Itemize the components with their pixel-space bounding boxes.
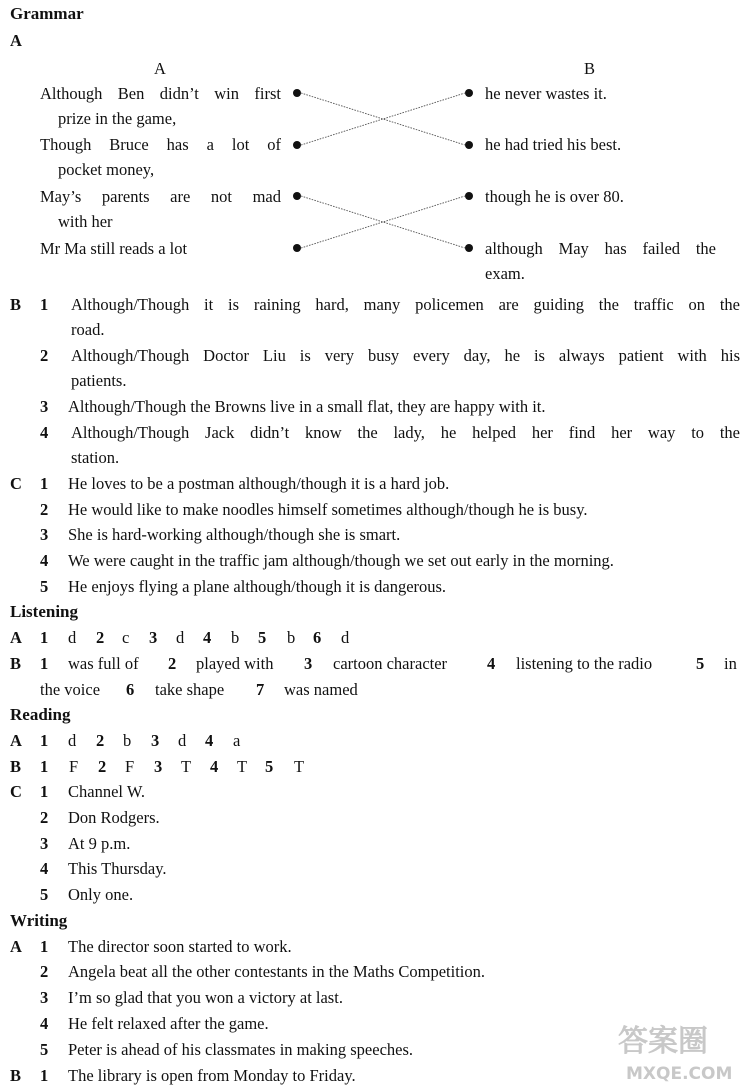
answer-value: b	[287, 628, 296, 647]
answer-line: At 9 p.m.	[68, 834, 131, 853]
answer-line: Peter is ahead of his classmates in making speeches.	[68, 1040, 414, 1059]
answer-number: 4	[203, 628, 212, 647]
item-number: 5	[40, 1040, 49, 1059]
answer-number: 4	[210, 757, 219, 776]
answer-number: 2	[98, 757, 107, 776]
answer-number: 7	[256, 680, 265, 699]
listening-a-label: A	[10, 628, 22, 647]
answer-line: Only one.	[68, 885, 134, 904]
answer-value: was named	[284, 680, 358, 699]
answer-value: in	[724, 654, 737, 673]
writing-a-label: A	[10, 937, 22, 956]
answer-number: 3	[154, 757, 163, 776]
sentence-line: He would like to make noodles himself sometimes although/though he is busy.	[68, 500, 588, 519]
answer-value: d	[341, 628, 350, 647]
answer-value: d	[178, 731, 187, 750]
reading-b-label: B	[10, 757, 22, 776]
answer-line: Angela beat all the other contestants in the Maths Competition.	[68, 962, 485, 981]
answer-line: The library is open from Monday to Friday.	[68, 1066, 356, 1085]
item-number: 4	[40, 551, 49, 570]
item-number: 2	[40, 346, 49, 365]
answer-number: 6	[313, 628, 322, 647]
answer-value: T	[294, 757, 305, 776]
answer-number: 2	[168, 654, 177, 673]
item-number: 3	[40, 525, 49, 544]
answer-number: 3	[151, 731, 160, 750]
match-left-item: May’s parents are not mad	[40, 187, 281, 206]
answer-line: The director soon started to work.	[68, 937, 292, 956]
answer-value: d	[68, 628, 77, 647]
sentence-line: He loves to be a postman although/though it is a hard job.	[68, 474, 450, 493]
answer-value: T	[181, 757, 192, 776]
item-number: 1	[40, 295, 49, 314]
answer-value: listening to the radio	[516, 654, 653, 673]
item-number: 2	[40, 808, 49, 827]
answer-number: 1	[40, 654, 49, 673]
answer-value: cartoon character	[333, 654, 448, 673]
answer-number: 2	[96, 628, 105, 647]
answer-line: Don Rodgers.	[68, 808, 160, 827]
item-number: 3	[40, 397, 49, 416]
match-right-item: he had tried his best.	[485, 135, 622, 154]
item-number: 3	[40, 988, 49, 1007]
answer-value: b	[231, 628, 240, 647]
answer-value: d	[68, 731, 77, 750]
answer-number: 1	[40, 757, 49, 776]
answer-value: was full of	[68, 654, 139, 673]
item-number: 5	[40, 885, 49, 904]
item-number: 2	[40, 500, 49, 519]
reading-a-label: A	[10, 731, 22, 750]
sentence-line: He enjoys flying a plane although/though it is dangerous.	[68, 577, 447, 596]
answer-number: 4	[205, 731, 214, 750]
answer-value: a	[233, 731, 241, 750]
answer-value: take shape	[155, 680, 225, 699]
match-left-item: Although Ben didn’t win first	[40, 84, 281, 103]
watermark-url: MXQE.COM	[626, 1064, 733, 1084]
column-a-header: A	[154, 59, 166, 78]
match-left-item-cont: pocket money,	[58, 160, 155, 179]
matching-lines	[0, 0, 750, 300]
answer-value: F	[69, 757, 79, 776]
writing-heading: Writing	[10, 911, 68, 930]
answer-line: Channel W.	[68, 782, 145, 801]
grammar-c-label: C	[10, 474, 22, 493]
answer-value: F	[125, 757, 135, 776]
sentence-line-cont: road.	[71, 320, 105, 339]
item-number: 1	[40, 782, 49, 801]
sentence-line: She is hard-working although/though she is smart.	[68, 525, 401, 544]
answer-line: He felt relaxed after the game.	[68, 1014, 269, 1033]
listening-heading: Listening	[10, 602, 79, 621]
item-number: 3	[40, 834, 49, 853]
grammar-a-label: A	[10, 31, 22, 50]
answer-value: d	[176, 628, 185, 647]
answer-number: 2	[96, 731, 105, 750]
answer-number: 1	[40, 731, 49, 750]
answer-number: 6	[126, 680, 135, 699]
column-b-header: B	[584, 59, 596, 78]
answer-value: c	[122, 628, 130, 647]
answer-number: 3	[304, 654, 313, 673]
item-number: 4	[40, 423, 49, 442]
watermark-logo: 答案圈	[618, 1024, 708, 1059]
sentence-line: Although/Though Jack didn’t know the lady, he helped her find her way to the	[71, 423, 740, 442]
answer-number: 1	[40, 628, 49, 647]
match-right-item: though he is over 80.	[485, 187, 624, 206]
match-right-item-cont: exam.	[485, 264, 525, 283]
match-left-item: Though Bruce has a lot of	[40, 135, 281, 154]
item-number: 4	[40, 859, 49, 878]
item-number: 1	[40, 474, 49, 493]
answer-value: T	[237, 757, 248, 776]
item-number: 1	[40, 1066, 49, 1085]
reading-heading: Reading	[10, 705, 71, 724]
answer-number: 5	[258, 628, 267, 647]
match-right-item: although May has failed the	[485, 239, 716, 258]
match-left-item-cont: prize in the game,	[58, 109, 177, 128]
sentence-line: Although/Though the Browns live in a small flat, they are happy with it.	[68, 397, 546, 416]
sentence-line: We were caught in the traffic jam although/though we set out early in the morning.	[68, 551, 614, 570]
answer-number: 4	[487, 654, 496, 673]
answer-value: b	[123, 731, 132, 750]
match-left-item-cont: with her	[58, 212, 113, 231]
answer-number: 3	[149, 628, 158, 647]
item-number: 5	[40, 577, 49, 596]
match-left-item: Mr Ma still reads a lot	[40, 239, 188, 258]
item-number: 1	[40, 937, 49, 956]
answer-line: I’m so glad that you won a victory at last.	[68, 988, 343, 1007]
listening-b-label: B	[10, 654, 22, 673]
answer-value: played with	[196, 654, 274, 673]
answer-value-cont: the voice	[40, 680, 101, 699]
match-right-item: he never wastes it.	[485, 84, 607, 103]
answer-number: 5	[696, 654, 705, 673]
sentence-line: Although/Though it is raining hard, many policemen are guiding the traffic on the	[71, 295, 740, 314]
sentence-line-cont: patients.	[71, 371, 127, 390]
answer-line: This Thursday.	[68, 859, 167, 878]
item-number: 4	[40, 1014, 49, 1033]
grammar-b-label: B	[10, 295, 22, 314]
reading-c-label: C	[10, 782, 22, 801]
sentence-line: Although/Though Doctor Liu is very busy every day, he is always patient with his	[71, 346, 740, 365]
item-number: 2	[40, 962, 49, 981]
sentence-line-cont: station.	[71, 448, 120, 467]
answer-number: 5	[265, 757, 274, 776]
grammar-heading: Grammar	[10, 4, 84, 23]
writing-b-label: B	[10, 1066, 22, 1085]
